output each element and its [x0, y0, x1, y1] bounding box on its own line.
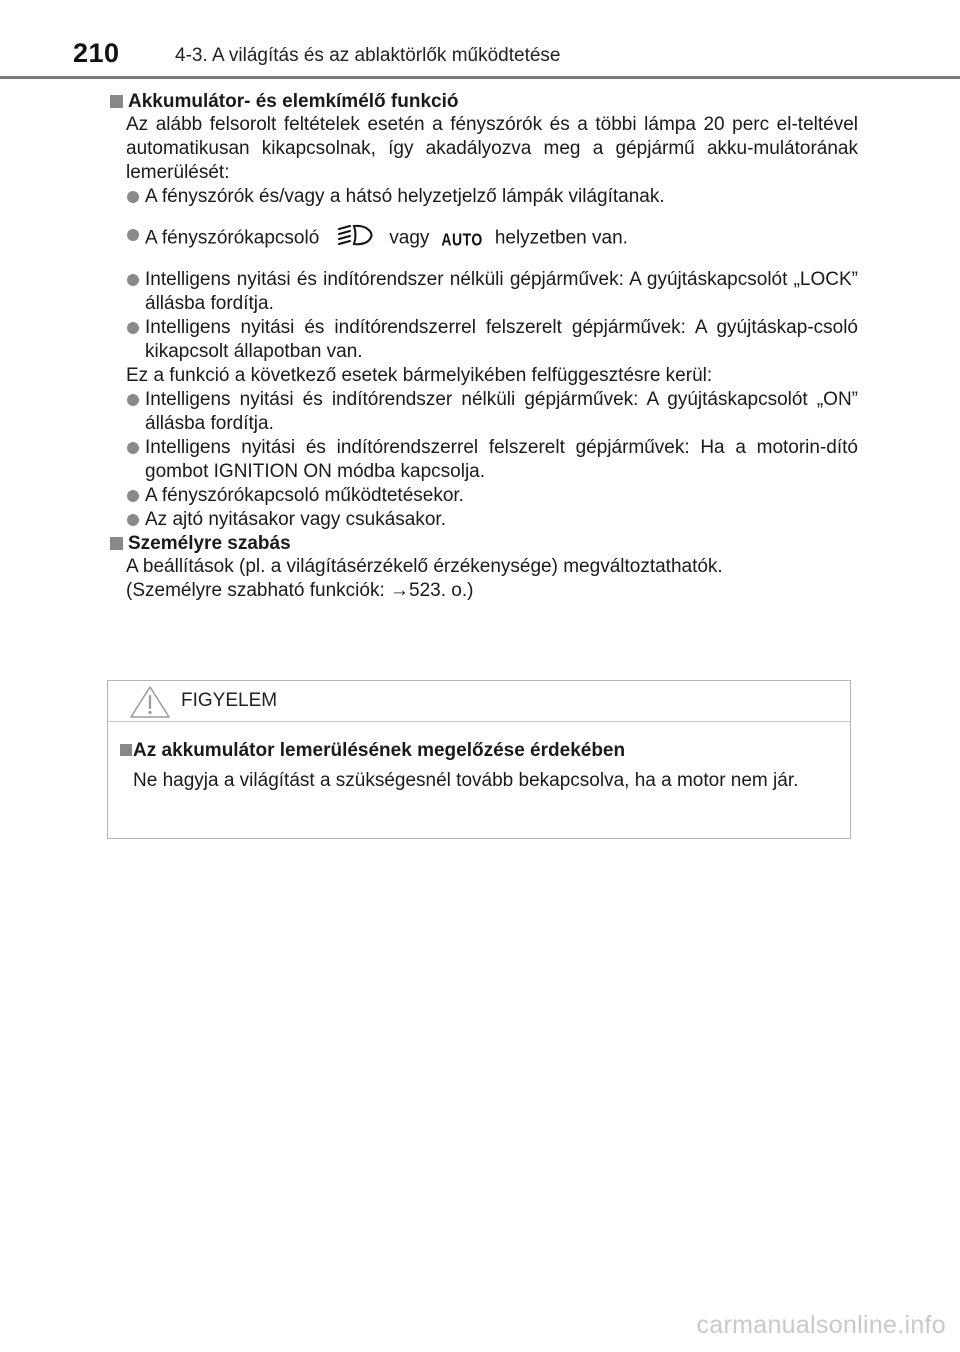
warning-title: Az akkumulátor lemerülésének megelőzése érdekében — [120, 739, 840, 762]
bullet-icon — [127, 274, 139, 286]
headlight-icon — [337, 223, 375, 254]
customization-reference: (Személyre szabható funkciók: →523. o.) — [126, 580, 474, 601]
section-marker-icon — [120, 744, 132, 756]
warning-triangle-icon — [128, 684, 172, 725]
bullet-icon — [127, 442, 139, 454]
warning-header — [108, 681, 850, 722]
page-number: 210 — [73, 38, 120, 68]
main-content — [108, 90, 858, 603]
warning-box — [107, 680, 851, 839]
page-header — [0, 0, 960, 80]
section-intro: Az alább felsorolt feltételek esetén a fényszórók és a többi lámpa 20 perc el-teltével automatikusan kikapcsolnak, így akadályozva meg a gépjármű akku-mulátorának lemerülését: — [126, 114, 858, 183]
warning-label: FIGYELEM — [181, 690, 278, 711]
list-item: Intelligens nyitási és indítórendszerrel felszerelt gépjárművek: Ha a motorin-dító gombot IGNITION ON módba kapcsolja. — [108, 436, 858, 484]
section-marker-icon — [110, 95, 123, 108]
bullet-icon — [127, 322, 139, 334]
bullet-icon — [127, 490, 139, 502]
header-divider — [0, 76, 960, 79]
list-item: A fényszórókapcsoló működtetésekor. — [108, 484, 858, 508]
bullet-icon — [127, 229, 139, 241]
chapter-title: 4-3. A világítás és az ablaktörlők működtetése — [175, 45, 561, 66]
customization-text: A beállítások (pl. a világításérzékelő érzékenysége) megváltoztathatók. — [126, 556, 723, 577]
list-item: Intelligens nyitási és indítórendszerrel felszerelt gépjárművek: A gyújtáskap-csoló kikapcsolt állapotban van. — [108, 316, 858, 364]
watermark: carmanualsonline.info — [696, 1311, 946, 1339]
section-title-battery-saver: Akkumulátor- és elemkímélő funkció — [108, 90, 858, 113]
list-item-switch-position: A fényszórókapcsoló vagy AUTO helyzetben van. — [108, 223, 858, 254]
cancel-intro: Ez a funkció a következő esetek bármelyikében felfüggesztésre kerül: — [126, 365, 713, 386]
list-item: Az ajtó nyitásakor vagy csukásakor. — [108, 508, 858, 532]
section-marker-icon — [110, 537, 123, 550]
list-item: A fényszórók és/vagy a hátsó helyzetjelző lámpák világítanak. — [108, 185, 858, 209]
bullet-icon — [127, 514, 139, 526]
list-item: Intelligens nyitási és indítórendszer nélküli gépjárművek: A gyújtáskapcsolót „LOCK” állásba fordítja. — [108, 268, 858, 316]
section-title-customization: Személyre szabás — [108, 532, 858, 555]
auto-icon: AUTO — [441, 228, 483, 249]
list-item: Intelligens nyitási és indítórendszer nélküli gépjárművek: A gyújtáskapcsolót „ON” állásba fordítja. — [108, 388, 858, 436]
bullet-icon — [127, 394, 139, 406]
warning-text: Ne hagyja a világítást a szükségesnél tovább bekapcsolva, ha a motor nem jár. — [133, 770, 799, 791]
warning-body — [120, 739, 840, 812]
bullet-icon — [127, 191, 139, 203]
